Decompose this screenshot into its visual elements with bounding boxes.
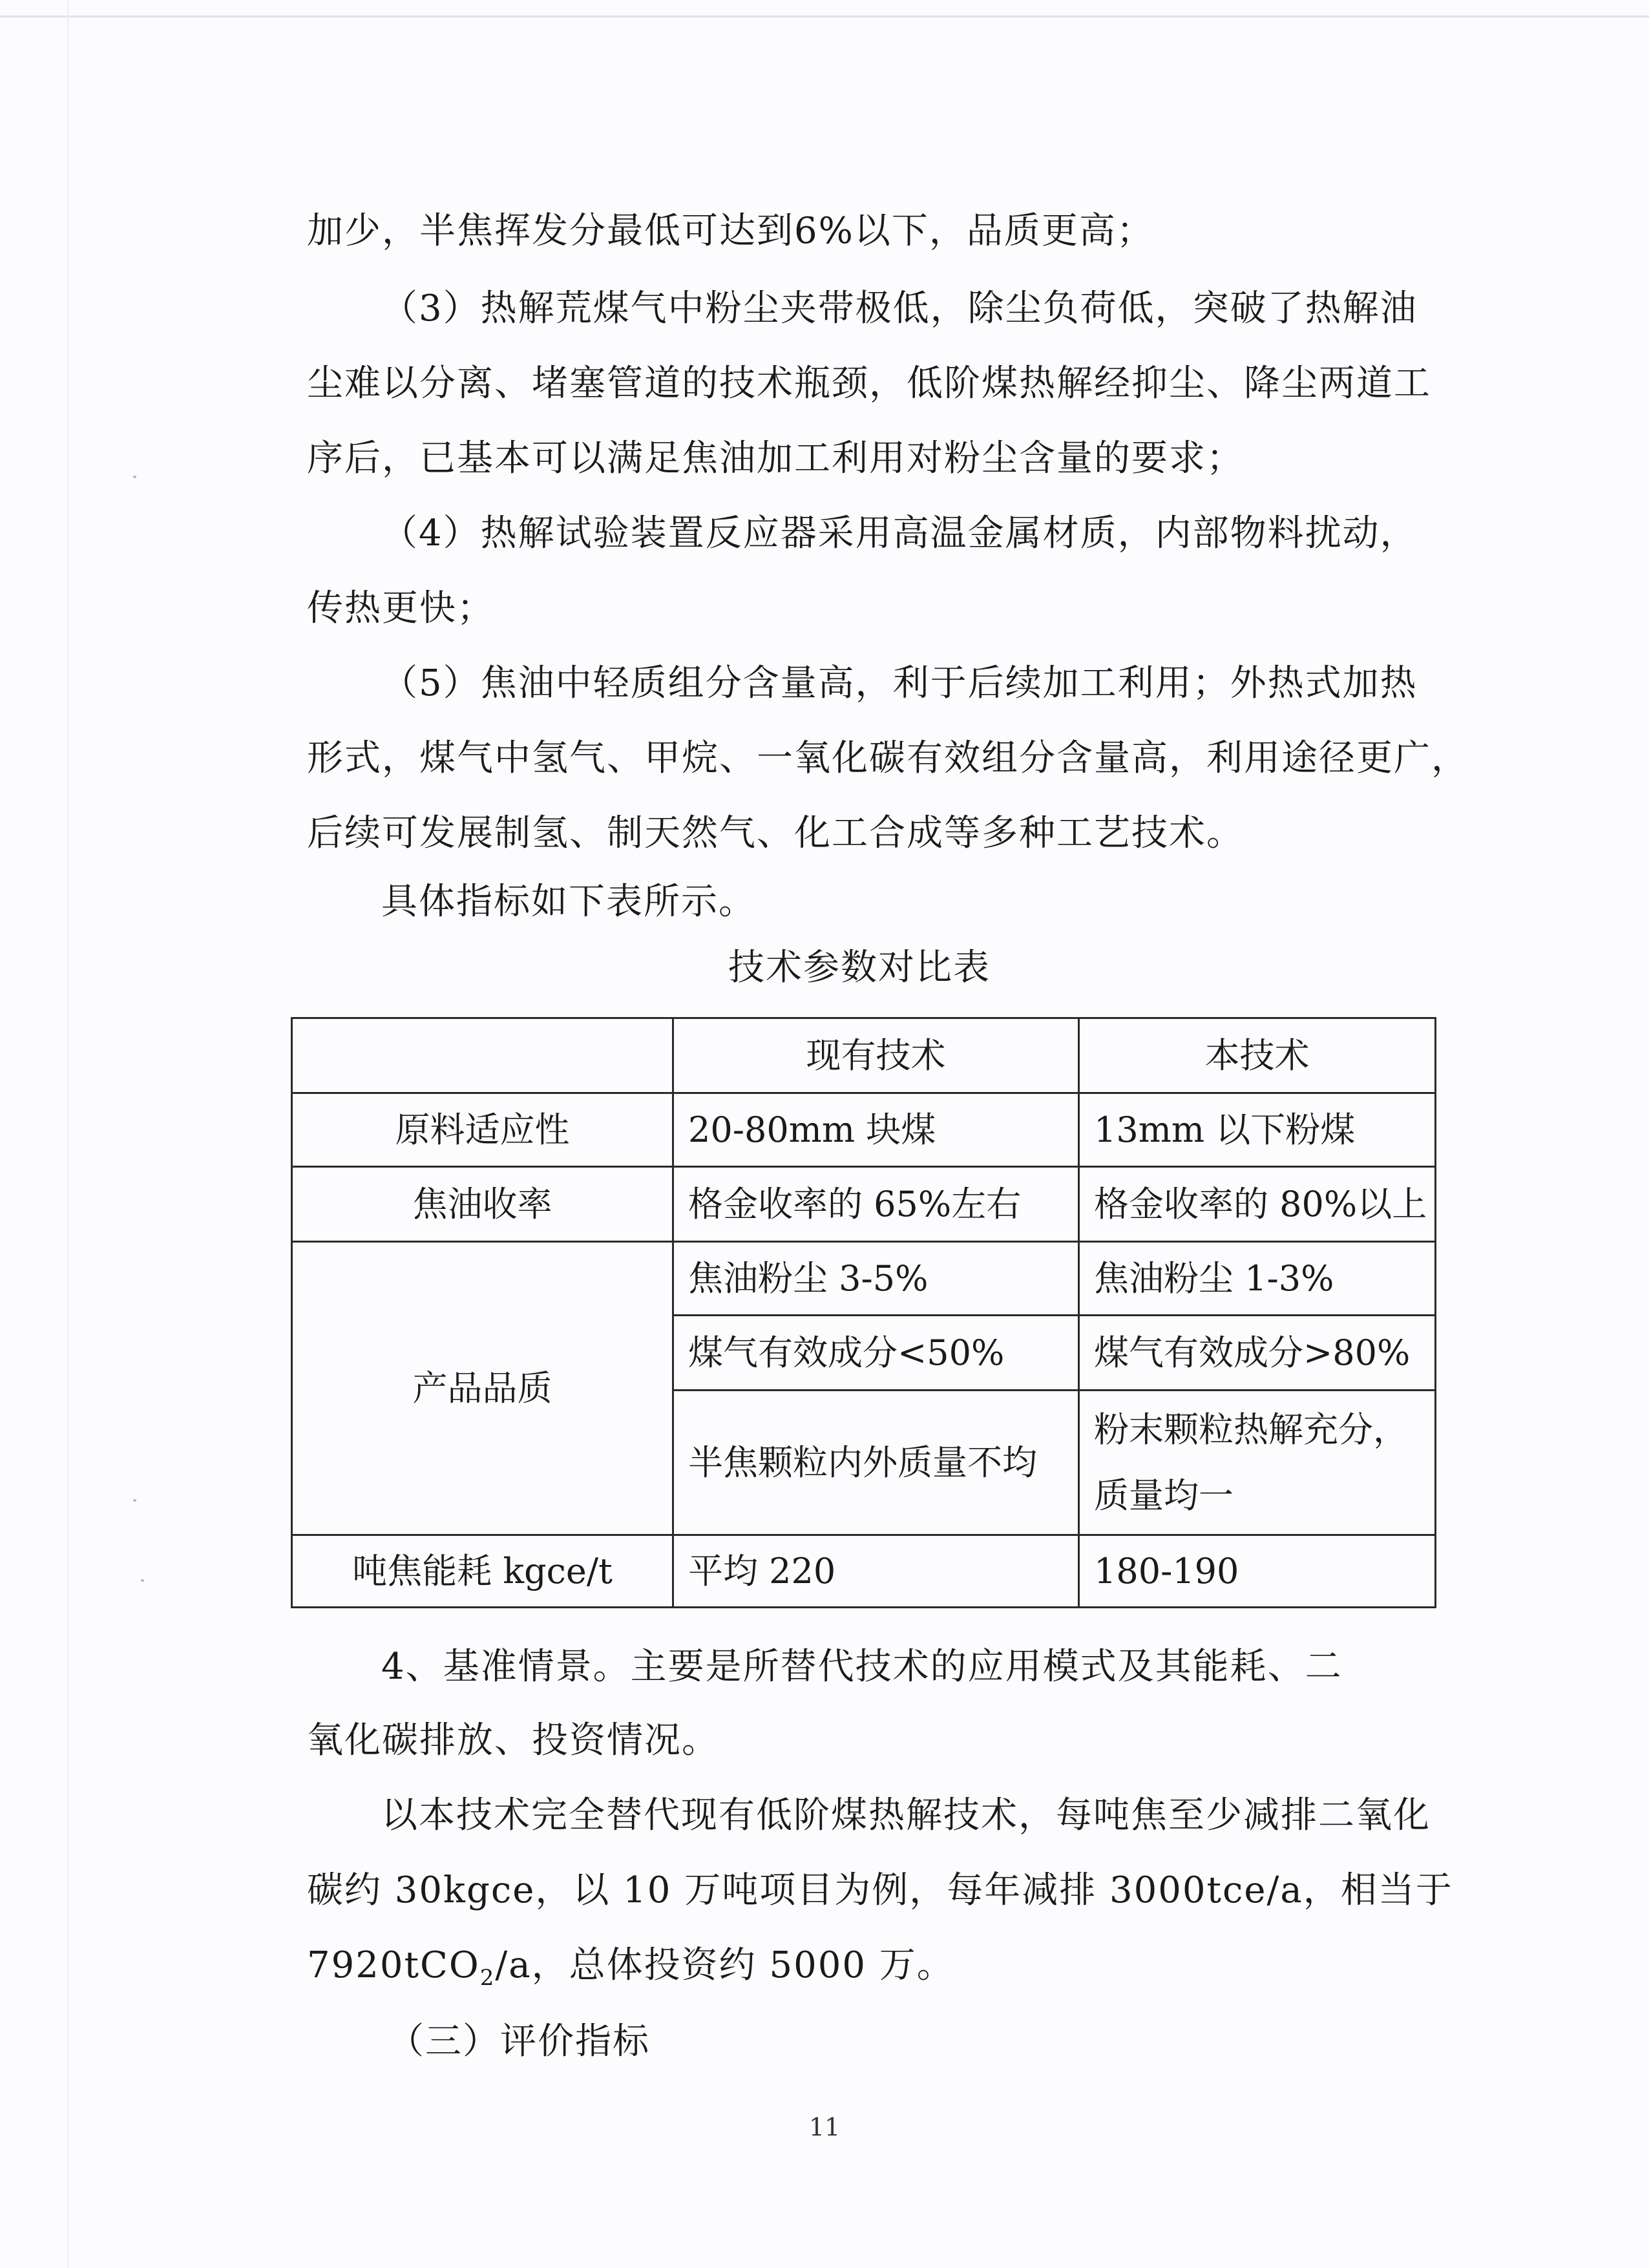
page-number: 11 <box>808 2113 841 2141</box>
section-heading: （三）评价指标 <box>388 2021 650 2063</box>
table-row <box>292 1093 1436 1167</box>
co2-text: 7920tCO <box>307 1944 480 1986</box>
paragraph-line: 尘难以分离、堵塞管道的技术瓶颈，低阶煤热解经抑尘、降尘两道工 <box>307 362 1431 404</box>
new-value: 煤气有效成分>80% <box>1079 1316 1436 1391</box>
new-value: 焦油粉尘 1-3% <box>1079 1242 1436 1316</box>
row-label: 产品品质 <box>292 1242 673 1535</box>
paragraph-line: 加少，半焦挥发分最低可达到6%以下，品质更高； <box>307 210 1154 252</box>
existing-value: 焦油粉尘 3-5% <box>673 1242 1079 1316</box>
table-caption: 技术参数对比表 <box>728 947 991 989</box>
paragraph-line: 以本技术完全替代现有低阶煤热解技术，每吨焦至少减排二氧化 <box>381 1794 1431 1836</box>
existing-value: 平均 220 <box>673 1535 1079 1608</box>
paragraph-line: 形式，煤气中氢气、甲烷、一氧化碳有效组分含量高，利用途径更广， <box>307 737 1469 779</box>
row-label: 原料适应性 <box>292 1093 673 1167</box>
paragraph-line: 后续可发展制氢、制天然气、化工合成等多种工艺技术。 <box>307 812 1244 854</box>
table-row <box>292 1167 1436 1242</box>
table-header-row <box>292 1018 1436 1093</box>
new-value: 180-190 <box>1079 1535 1436 1608</box>
new-value: 13mm 以下粉煤 <box>1079 1093 1436 1167</box>
new-value-line: 质量均一 <box>1094 1475 1234 1516</box>
paragraph-line: 4、基准情景。主要是所替代技术的应用模式及其能耗、二 <box>381 1646 1343 1688</box>
paragraph-line: 碳约 30kgce，以 10 万吨项目为例，每年减排 3000tce/a，相当于 <box>307 1869 1453 1911</box>
scan-speck <box>133 1499 136 1502</box>
new-value-line: 粉末颗粒热解充分， <box>1094 1409 1408 1450</box>
paragraph-line: （3）热解荒煤气中粉尘夹带极低，除尘负荷低，突破了热解油 <box>381 288 1418 330</box>
header-existing-tech: 现有技术 <box>673 1018 1079 1093</box>
table-row <box>292 1535 1436 1608</box>
header-empty-cell <box>292 1018 673 1093</box>
existing-value: 半焦颗粒内外质量不均 <box>673 1391 1079 1535</box>
paragraph-line: （4）热解试验装置反应器采用高温金属材质，内部物料扰动， <box>381 512 1418 554</box>
new-value-multiline <box>1079 1391 1436 1535</box>
existing-value: 20-80mm 块煤 <box>673 1093 1079 1167</box>
page-left-border <box>67 0 68 2268</box>
paragraph-line: （5）焦油中轻质组分含量高，利于后续加工利用；外热式加热 <box>381 662 1418 704</box>
paragraph-line: 传热更快； <box>307 587 494 629</box>
scan-speck <box>141 1579 144 1582</box>
co2-subscript: 2 <box>479 1965 496 1991</box>
paragraph-line: 序后，已基本可以满足焦油加工利用对粉尘含量的要求； <box>307 437 1244 479</box>
scan-speck <box>133 476 136 478</box>
row-label: 吨焦能耗 kgce/t <box>292 1535 673 1608</box>
co2-text-rest: /a，总体投资约 5000 万。 <box>495 1944 954 1986</box>
new-value: 格金收率的 80%以上 <box>1079 1167 1436 1242</box>
row-label: 焦油收率 <box>292 1167 673 1242</box>
comparison-table <box>291 1017 1436 1608</box>
header-this-tech: 本技术 <box>1079 1018 1436 1093</box>
existing-value: 煤气有效成分<50% <box>673 1316 1079 1391</box>
paragraph-line <box>307 1941 1431 1990</box>
paragraph-line: 氧化碳排放、投资情况。 <box>307 1719 719 1761</box>
existing-value: 格金收率的 65%左右 <box>673 1167 1079 1242</box>
paragraph-line: 具体指标如下表所示。 <box>381 881 756 923</box>
page-top-border <box>0 16 1649 17</box>
table-row <box>292 1242 1436 1316</box>
